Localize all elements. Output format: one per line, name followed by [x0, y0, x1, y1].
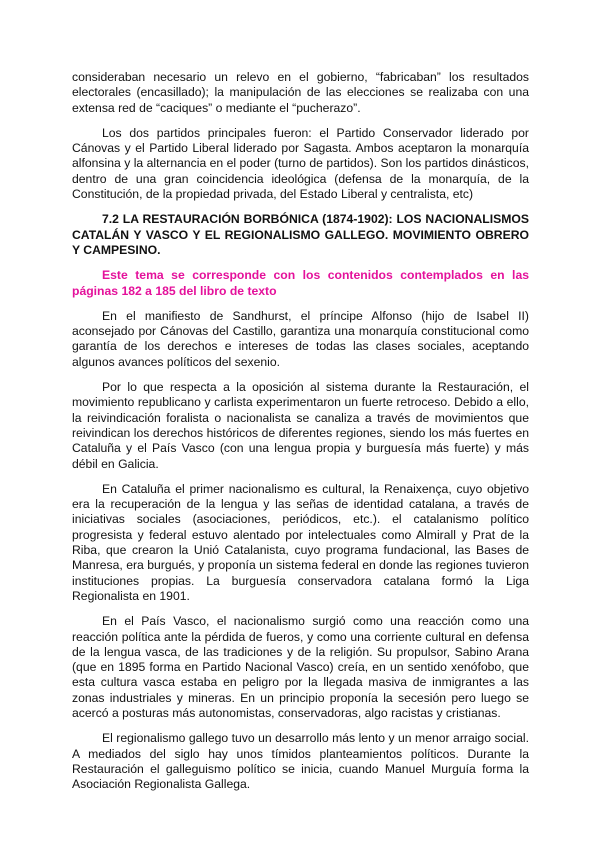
paragraph-galicia: El regionalismo gallego tuvo un desarrollo más lento y un menor arraigo social. A mediados del siglo hay unos tímidos planteamientos políticos. Durante la Restauración el galleguismo político se inicia, cuando Manuel Murguía forma la Asociación Regionalista Gallega. [72, 731, 529, 792]
paragraph-partidos: Los dos partidos principales fueron: el Partido Conservador liderado por Cánovas y el Partido Liberal liderado por Sagasta. Ambos aceptaron la monarquía alfonsina y la alternancia en el poder (turno de partidos). Son los partidos dinásticos, dentro de una gran coincidencia ideológica (defensa de la monarquía, de la Constitución, de la propiedad privada, del Estado Liberal y centralista, etc) [72, 125, 529, 202]
paragraph-sandhurst: En el manifiesto de Sandhurst, el príncipe Alfonso (hijo de Isabel II) aconsejado por Cánovas del Castillo, garantiza una monarquía constitucional como garantía de los derechos e intereses de todas las clases sociales, aceptando algunos avances políticos del sexenio. [72, 308, 529, 369]
section-title: 7.2 LA RESTAURACIÓN BORBÓNICA (1874-1902): LOS NACIONALISMOS CATALÁN Y VASCO Y EL REGIONALISMO GALLEGO. MOVIMIENTO OBRERO Y CAMPESINO. [72, 212, 529, 257]
paragraph-caciquismo: consideraban necesario un relevo en el gobierno, “fabricaban” los resultados electorales (encasillado); la manipulación de las elecciones se realizaba con una extensa red de “caciques” o mediante el “pucherazo”. [72, 70, 529, 115]
paragraph-oposicion: Por lo que respecta a la oposición al sistema durante la Restauración, el movimiento republicano y carlista experimentaron un fuerte retroceso. Debido a ello, la reivindicación foralista o nacionalista se canaliza a través de movimientos que reivindican los derechos históricos de diferentes regiones, siendo los más fuertes en Cataluña y el País Vasco (con una lengua propia y burguesía más fuerte) y más débil en Galicia. [72, 380, 529, 471]
document-page [72, 70, 529, 802]
textbook-note: Este tema se corresponde con los contenidos contemplados en las páginas 182 a 185 del libro de texto [72, 268, 529, 298]
paragraph-cataluna: En Cataluña el primer nacionalismo es cultural, la Renaixença, cuyo objetivo era la recuperación de la lengua y las señas de identidad catalana, a través de iniciativas sociales (asociaciones, periódicos, etc.). el catalanismo político progresista y federal estuvo alentado por intelectuales como Almirall y Prat de la Riba, que crearon la Unió Catalanista, cuyo programa fundacional, las Bases de Manresa, era burgués, y proponía un sistema federal en donde las regiones tuvieron instituciones propias. La burguesía conservadora catalana formó la Liga Regionalista en 1901. [72, 481, 529, 603]
paragraph-pais-vasco: En el País Vasco, el nacionalismo surgió como una reacción como una reacción política ante la pérdida de fueros, y como una corriente cultural en defensa de la lengua vasca, de las tradiciones y de la religión. Su propulsor, Sabino Arana (que en 1895 forma en Partido Nacional Vasco) creía, en un sentido xenófobo, que esta cultura vasca estaba en peligro por la llegada masiva de inmigrantes a las zonas industriales y mineras. En un principio proponía la secesión pero luego se acercó a posturas más autonomistas, conservadoras, algo racistas y cristianas. [72, 614, 529, 720]
